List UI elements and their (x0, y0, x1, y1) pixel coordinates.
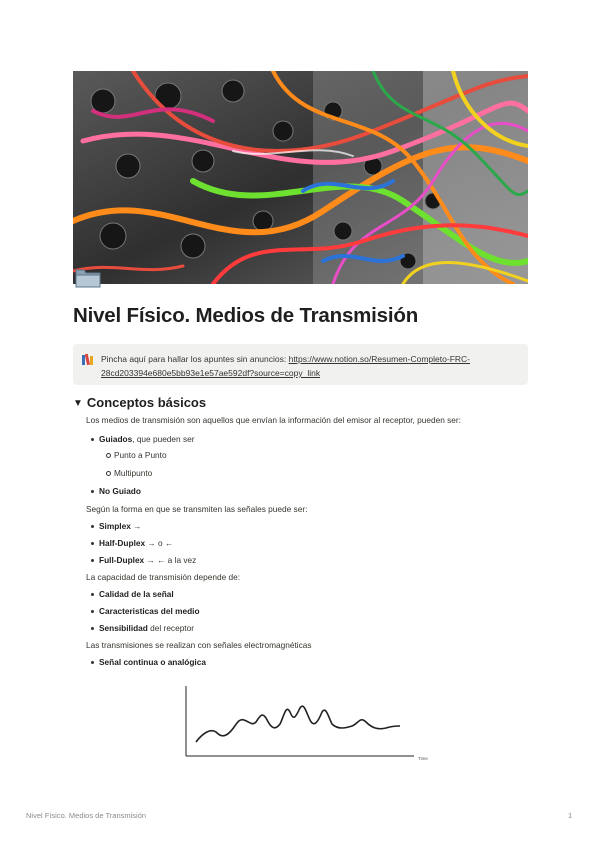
full-duplex-bold: Full-Duplex (99, 555, 145, 565)
sub-item-punto-a-punto: Punto a Punto (114, 450, 167, 460)
no-guiado-bold: No Guiado (99, 486, 141, 496)
analog-signal-graph (182, 682, 432, 762)
transmisiones-text: Las transmisiones se realizan con señales electromagnéticas (86, 640, 312, 650)
toggle-title: Conceptos básicos (86, 395, 207, 410)
list-item-calidad (99, 588, 174, 600)
footer-title: Nivel Físico. Medios de Transmisión (26, 811, 147, 820)
list-item-guiados (99, 433, 194, 445)
simplex-rest: → (130, 521, 142, 531)
time-axis-label: Time (418, 756, 428, 761)
cover-image (73, 71, 528, 284)
caracteristicas-bold: Caracteristicas del medio (99, 606, 200, 616)
list-item-simplex (99, 520, 141, 532)
sub-item-multipunto: Multipunto (114, 468, 153, 478)
patch-cables-illustration (73, 71, 528, 284)
sensibilidad-bold: Sensibilidad (99, 623, 148, 633)
callout-link[interactable]: https://www.notion.so/Resumen-Completo-FRC-28cd203394e680e5bb93e1e57ae592df?source=copy_link (101, 354, 470, 378)
intro-text: Los medios de transmisión son aquellos que envían la información del emisor al receptor, pueden ser: (86, 415, 461, 425)
half-duplex-rest: → o ← (145, 538, 174, 548)
simplex-bold: Simplex (99, 521, 131, 531)
analog-signal-svg (182, 682, 432, 762)
forma-intro-text: Según la forma en que se transmiten las señales puede ser: (86, 504, 308, 514)
calidad-bold: Calidad de la señal (99, 589, 174, 599)
full-duplex-rest: → ← a la vez (144, 555, 197, 565)
list-item-half-duplex (99, 537, 173, 549)
list-item-full-duplex (99, 554, 196, 566)
guiados-bold: Guiados (99, 434, 133, 444)
callout-block (73, 344, 528, 385)
callout-text: Pincha aquí para hallar los apuntes sin anuncios: (101, 354, 289, 364)
list-item-caracteristicas (99, 605, 200, 617)
list-item-senal-continua (99, 656, 206, 668)
toggle-conceptos-basicos[interactable] (73, 395, 206, 410)
books-icon (81, 352, 95, 366)
page-title: Nivel Físico. Medios de Transmisión (73, 304, 419, 327)
sensibilidad-rest: del receptor (147, 623, 194, 633)
list-item-sensibilidad (99, 622, 194, 634)
toggle-triangle-icon[interactable]: ▼ (73, 398, 83, 409)
senal-continua-bold: Señal continua o analógica (99, 657, 206, 667)
half-duplex-bold: Half-Duplex (99, 538, 146, 548)
signal-wave (196, 706, 400, 742)
folder-icon (75, 266, 101, 288)
list-item-no-guiado (99, 485, 141, 497)
capacidad-intro-text: La capacidad de transmisión depende de: (86, 572, 241, 582)
guiados-rest: , que pueden ser (132, 434, 195, 444)
footer-page-number: 1 (568, 811, 573, 820)
